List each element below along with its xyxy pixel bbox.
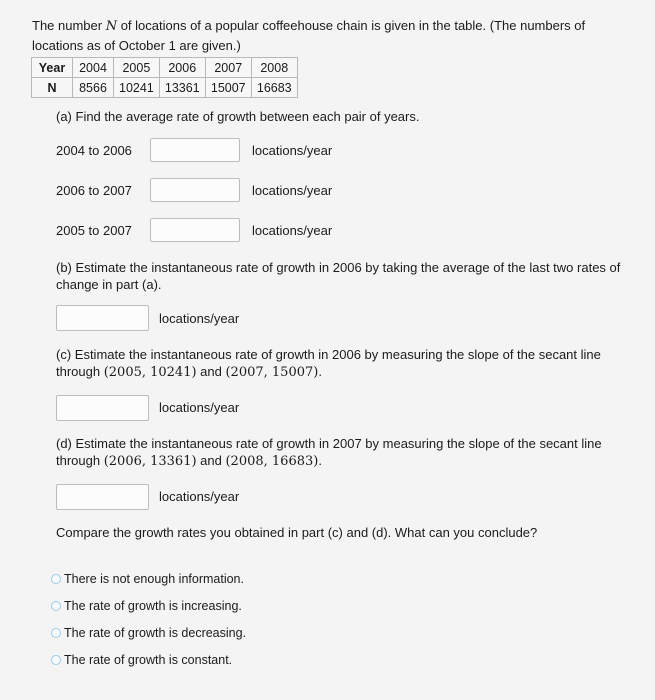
row-label-2004-2006: 2004 to 2006 — [56, 143, 132, 158]
unit-label: locations/year — [159, 311, 240, 326]
answer-input-part-d[interactable] — [56, 484, 149, 510]
problem-intro: The number N of locations of a popular coffeehouse chain is given in the table. (The numbers of locations as of October 1 are given.) — [32, 18, 586, 53]
n-header: N — [32, 78, 73, 98]
answer-input-2004-2006[interactable] — [150, 138, 240, 162]
option-label: The rate of growth is increasing. — [64, 599, 242, 613]
row-label-2005-2007: 2005 to 2007 — [56, 223, 132, 238]
option-label: The rate of growth is decreasing. — [64, 626, 247, 640]
part-c-prompt: (c) Estimate the instantaneous rate of growth in 2006 by measuring the slope of the secant line through (2005, 10241) and (2007, 15007). — [56, 347, 601, 380]
unit-label: locations/year — [252, 143, 333, 158]
answer-input-2005-2007[interactable] — [150, 218, 240, 242]
data-table — [31, 57, 298, 98]
table-cell: 8566 — [73, 78, 114, 98]
table-cell: 2008 — [251, 58, 297, 78]
option-increasing[interactable] — [51, 598, 242, 614]
option-constant[interactable] — [51, 652, 232, 668]
option-label: The rate of growth is constant. — [64, 653, 233, 667]
part-d-prompt: (d) Estimate the instantaneous rate of growth in 2007 by measuring the slope of the secant line through (2006, 13361) and (2008, 16683). — [56, 436, 602, 469]
part-a-prompt: (a) Find the average rate of growth between each pair of years. — [56, 109, 420, 124]
radio-button[interactable] — [51, 628, 61, 638]
point-2: (2008, 16683) — [225, 454, 319, 469]
table-row-year — [32, 58, 298, 78]
answer-input-2006-2007[interactable] — [150, 178, 240, 202]
table-cell: 13361 — [159, 78, 205, 98]
table-cell: 10241 — [114, 78, 160, 98]
unit-label: locations/year — [252, 183, 333, 198]
table-cell: 16683 — [251, 78, 297, 98]
unit-label: locations/year — [159, 400, 240, 415]
point-2: (2007, 15007) — [225, 365, 319, 380]
point-1: (2005, 10241) — [103, 365, 197, 380]
unit-label: locations/year — [159, 489, 240, 504]
answer-input-part-c[interactable] — [56, 395, 149, 421]
part-b-prompt: (b) Estimate the instantaneous rate of growth in 2006 by taking the average of the last two rates of change in part (a). — [56, 260, 621, 292]
table-cell: 2006 — [159, 58, 205, 78]
table-cell: 2005 — [114, 58, 160, 78]
variable-n: N — [105, 19, 118, 34]
year-header: Year — [32, 58, 73, 78]
radio-button[interactable] — [51, 601, 61, 611]
table-cell: 2004 — [73, 58, 114, 78]
table-row-n — [32, 78, 298, 98]
radio-button[interactable] — [51, 655, 61, 665]
table-cell: 2007 — [205, 58, 251, 78]
point-1: (2006, 13361) — [103, 454, 197, 469]
option-label: There is not enough information. — [64, 572, 244, 586]
answer-input-part-b[interactable] — [56, 305, 149, 331]
unit-label: locations/year — [252, 223, 333, 238]
option-decreasing[interactable] — [51, 625, 246, 641]
compare-question: Compare the growth rates you obtained in part (c) and (d). What can you conclude? — [56, 525, 538, 540]
table-cell: 15007 — [205, 78, 251, 98]
row-label-2006-2007: 2006 to 2007 — [56, 183, 132, 198]
option-not-enough-info[interactable] — [51, 571, 244, 587]
radio-button[interactable] — [51, 574, 61, 584]
